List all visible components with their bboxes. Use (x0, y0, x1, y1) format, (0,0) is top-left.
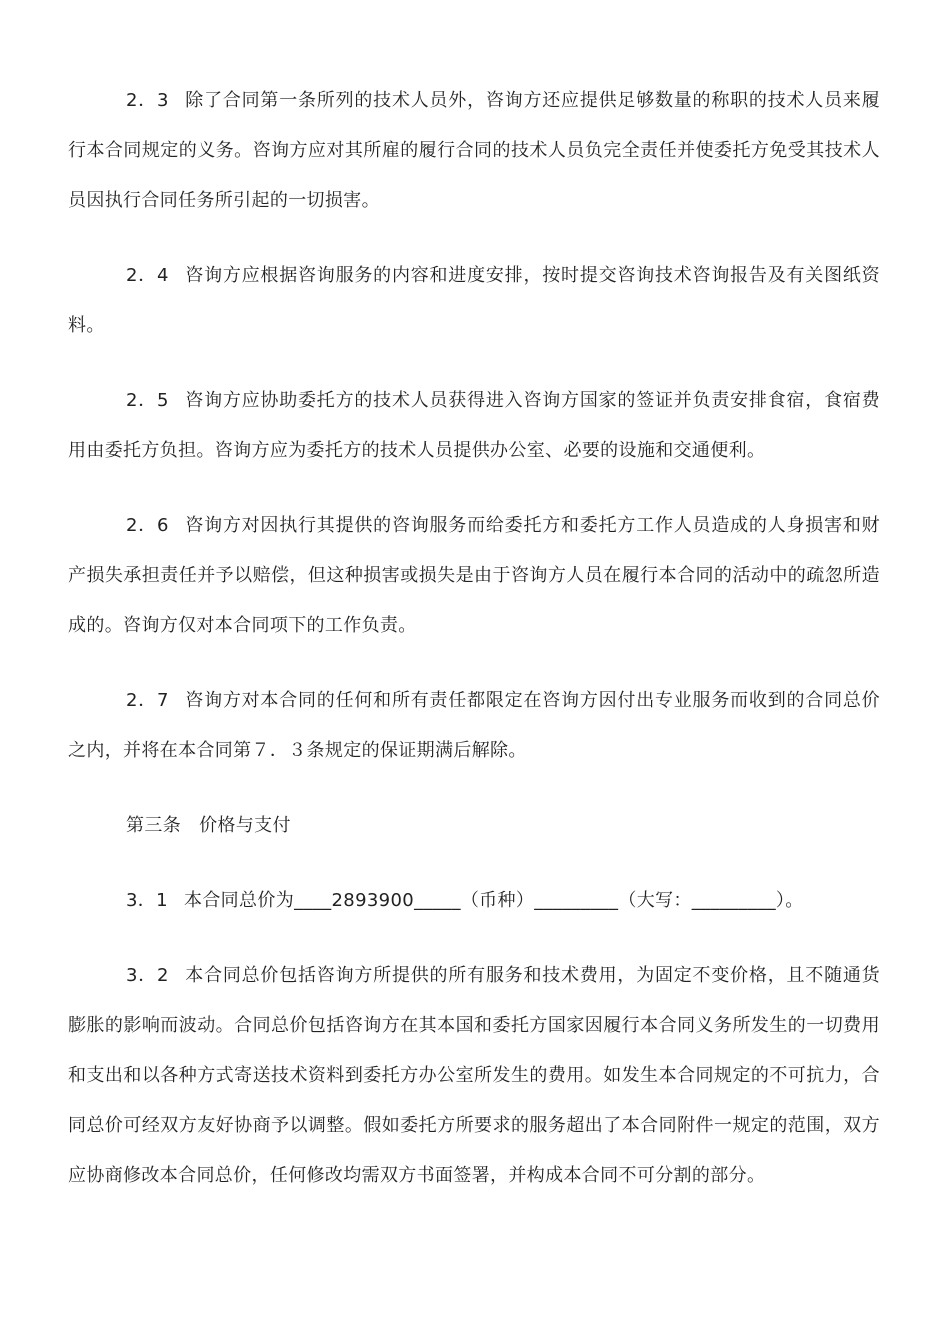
clause-number: 2．5 (126, 390, 169, 411)
clause-text: 咨询方应协助委托方的技术人员获得进入咨询方国家的签证并负责安排食宿，食宿费用由委托方负担。咨询方应为委托方的技术人员提供办公室、必要的设施和交通便利。 (68, 390, 880, 461)
clause-2-6 (68, 501, 880, 651)
clause-number: 2．6 (126, 515, 169, 536)
clause-2-3 (68, 76, 880, 226)
section-title: 价格与支付 (199, 815, 291, 836)
contract-page (68, 76, 880, 1226)
clause-text: 咨询方应根据咨询服务的内容和进度安排，按时提交咨询技术咨询报告及有关图纸资料。 (68, 265, 880, 336)
clause-text: 本合同总价包括咨询方所提供的所有服务和技术费用，为固定不变价格，且不随通货膨胀的影响而波动。合同总价包括咨询方在其本国和委托方国家因履行本合同义务所发生的一切费用和支出和以各种方式寄送技术资料到委托方办公室所发生的费用。如发生本合同规定的不可抗力，合同总价可经双方友好协商予以调整。假如委托方所要求的服务超出了本合同附件一规定的范围，双方应协商修改本合同总价，任何修改均需双方书面签署，并构成本合同不可分割的部分。 (68, 965, 880, 1186)
clause-3-2 (68, 951, 880, 1201)
clause-text: 咨询方对本合同的任何和所有责任都限定在咨询方因付出专业服务而收到的合同总价之内，并将在本合同第７．３条规定的保证期满后解除。 (68, 690, 880, 761)
clause-2-5 (68, 376, 880, 476)
clause-number: 3．2 (126, 965, 169, 986)
clause-text: 咨询方对因执行其提供的咨询服务而给委托方和委托方工作人员造成的人身损害和财产损失承担责任并予以赔偿，但这种损害或损失是由于咨询方人员在履行本合同的活动中的疏忽所造成的。咨询方仅对本合同项下的工作负责。 (68, 515, 880, 636)
clause-2-7 (68, 676, 880, 776)
clause-number: 2．7 (126, 690, 169, 711)
clause-number: 3．1 (126, 890, 168, 911)
section-number: 第三条 (126, 815, 182, 836)
section-heading-3 (68, 801, 880, 851)
clause-number: 2．4 (126, 265, 169, 286)
clause-text: 除了合同第一条所列的技术人员外，咨询方还应提供足够数量的称职的技术人员来履行本合同规定的义务。咨询方应对其所雇的履行合同的技术人员负完全责任并使委托方免受其技术人员因执行合同任务所引起的一切损害。 (68, 90, 880, 211)
clause-text: 本合同总价为____2893900_____（币种）_________（大写：_________）。 (183, 890, 804, 911)
clause-2-4 (68, 251, 880, 351)
clause-3-1 (68, 876, 880, 926)
clause-number: 2．3 (126, 90, 169, 111)
